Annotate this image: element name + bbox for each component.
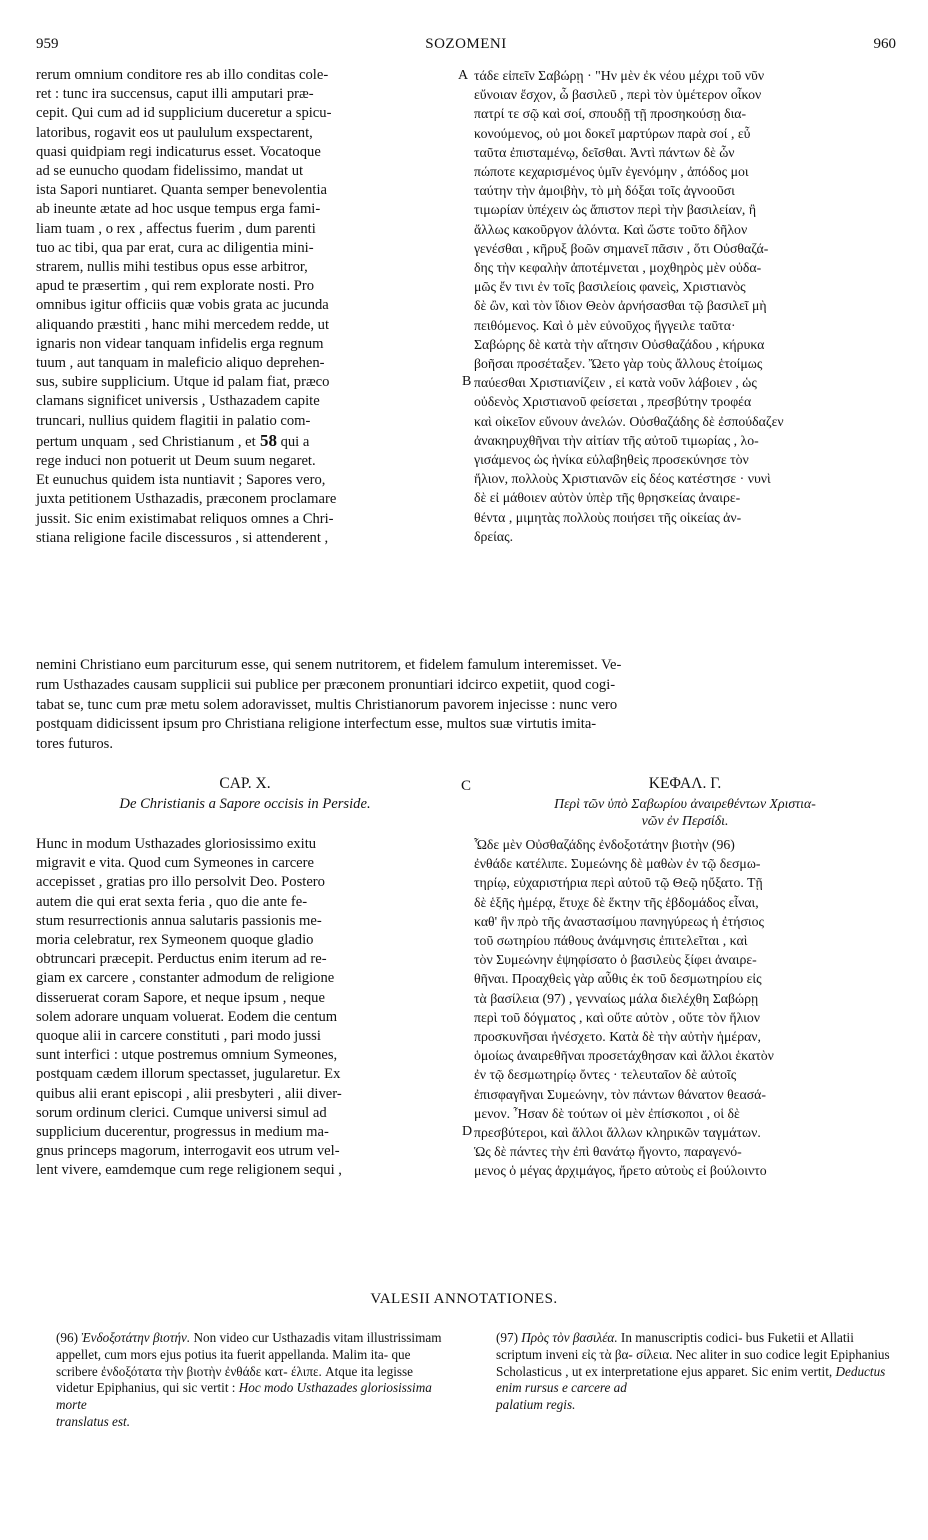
latin-bottom-line: moria celebratur, rex Symeonem quoque gladio [36, 932, 314, 949]
greek-bottom-line: μενον. Ἦσαν δὲ τούτων οἱ μὲν ἐπίσκοποι , οἱ δὲ [474, 1105, 740, 1121]
note-96-lemma: Ἐνδοξοτάτην βιοτήν. [81, 1330, 191, 1345]
greek-bottom-line: Ὧδε μὲν Οὐσθαζάδης ἐνδοξοτάτην βιοτὴν (96) [474, 837, 735, 852]
greek-top-line: καὶ οἰκεῖον εὔνουν ἀνελών. Οὐσθαζάδης δὲ ἐσπούδαζεν [474, 413, 784, 429]
latin-bottom-line: autem die qui erat sexta feria , quo die ante fe- [36, 893, 308, 910]
note-97-quote: Deductus enim rursus e carcere ad [496, 1363, 886, 1396]
greek-top-line: τιμωρίαν ὑπέχειν ὡς ἄπιστον περὶ τὴν βασιλείαν, ἢ [474, 202, 757, 218]
greek-top-line: μῶς ἔν τινι ἐν τοῖς βασιλείοις φανεὶς, Χριστιανὸς [474, 279, 746, 295]
greek-top-line: ἄλλως κακοῦργον ἁλόντα. Καὶ ὥστε τοῦτο δῆλον [474, 221, 748, 237]
latin-top-line: clamans significet universis , Usthazadem capite [36, 393, 320, 410]
greek-top-line: πώποτε κεχαρισμένος ὑμῖν ἐγενόμην , ἀπόδος μοι [474, 164, 749, 180]
greek-top-line: κονούμενος, οὐ μοι δοκεῖ μαρτύρων παρὰ σοί , εὖ [474, 125, 751, 141]
latin-top-line: ad se eunucho quodam fidelissimo, mandat ut [36, 163, 304, 180]
greek-bottom-line: ἐπισφαγῆναι Συμεώνην, τὸν πάντων θάνατον θεασά- [474, 1086, 766, 1102]
greek-bottom-line: τηρίῳ, εὐχαριστήρια περὶ αὐτοῦ τῷ Θεῷ ηὔξατο. Τῇ [474, 875, 763, 891]
greek-top-line: Σαβώρης δὲ κατὰ τὴν αἴτησιν Οὐσθαζάδου , κήρυκα [474, 336, 765, 352]
volume-marker: 58 [255, 430, 277, 450]
greek-bottom-line: προσκυνῆσαι ἠνέσχετο. Κατὰ δὲ τὴν αὐτὴν ἡμέραν, [474, 1029, 761, 1045]
margin-letter-a: A [458, 68, 469, 83]
latin-bottom-line: migravit e vita. Quod cum Symeones in carcere [36, 855, 315, 872]
latin-bottom-line: Hunc in modum Usthazades gloriosissimo exitu [36, 836, 317, 852]
latin-column-bottom [36, 835, 454, 1181]
chapter-subtitle-greek-2: νῶν ἐν Περσίδι. [641, 813, 729, 828]
latin-top-line: ignaris non videar tanquam infidelis erga regnum [36, 335, 324, 352]
greek-top-line: πειθόμενος. Καὶ ὁ μὲν εὐνοῦχος ἤγγειλε ταῦτα· [474, 317, 736, 333]
note-96 [56, 1330, 452, 1431]
note-96-text: Non video cur Usthazadis vitam illustrissimam appellet, cum mors ejus potius ita fuerit appellanda. Malim ita- que scribere ἐνδοξότατα τὴν βιοτὴν ἐνθάδε κατ- έλιπε. Atque ita legisse videtur Epiphanius, qui sic vertit : [56, 1330, 442, 1396]
latin-top-line: liam tuam , o rex , affectus fuerim , dum parenti [36, 220, 316, 237]
note-97-number: (97) [496, 1330, 518, 1345]
note-97-quote-end: palatium regis. [496, 1397, 576, 1413]
latin-top-line: rerum omnium conditore res ab illo conditas cole- [36, 67, 329, 83]
latin-bottom-line: sorum ordinum clerici. Cumque universi simul ad [36, 1104, 327, 1121]
latin-top-line: latoribus, rogavit eos ut paululum exspectarent, [36, 124, 313, 141]
latin-bottom-line: quibus alii erant episcopi , alii presbyteri , alii diver- [36, 1085, 342, 1102]
latin-top-line: ret : tunc ira succensus, caput illi amputari præ- [36, 86, 314, 103]
latin-bottom-line: giam ex carcere , constanter admodum de religione [36, 970, 335, 987]
latin-bottom-line: postquam cædem illorum spectasset, jugularetur. Ex [36, 1066, 341, 1083]
latin-top-line: sus, subire supplicium. Utque id palam fiat, præco [36, 374, 330, 391]
greek-bottom-line: ὁμοίως ἀναιρεθῆναι προσετάχθησαν καὶ ἄλλοι ἑκατὸν [474, 1048, 774, 1064]
latin-bottom-line: lent vivere, eamdemque cum rege religionem sequi , [36, 1162, 342, 1179]
greek-bottom-line: καθ' ἣν πρὸ τῆς ἀναστασίμου πανηγύρεως ἡ ἐτήσιος [474, 913, 764, 929]
margin-letter-d: D [462, 1124, 473, 1139]
note-96-quote: Hoc modo Usthazades gloriosissima morte [56, 1380, 432, 1413]
note-97 [496, 1330, 894, 1414]
latin-top-line: truncari, nullius quidem flagitii in palatio com- [36, 412, 311, 429]
greek-top-line: ἥλιον, πολλοὺς Χριστιανῶν εἰς δέος κατέστησε · νυνὶ [474, 471, 771, 487]
greek-top-line: δὲ ὢν, καὶ τὸν ἴδιον Θεὸν ἀρνήσασθαι τῷ βασιλεῖ μὴ [474, 298, 767, 314]
greek-column-bottom [474, 835, 896, 1181]
note-97-lemma: Πρὸς τὸν βασιλέα. [521, 1330, 618, 1345]
greek-top-line: δὲ εἰ μάθοιεν αὐτὸν ὑπὲρ τῆς θρησκείας ἀναιρε- [474, 490, 741, 506]
latin-bottom-line: accepisset , gratias pro illo persolvit Deo. Postero [36, 874, 325, 891]
greek-top-line: βοῆσαι προσέταξεν. Ὤετο γὰρ τοὺς ἄλλους ἑτοίμως [474, 356, 763, 372]
chapter-subtitle-latin: De Christianis a Sapore occisis in Perside. [119, 796, 371, 812]
latin-bottom-line: solem adorare unquam voluerat. Eodem die centum [36, 1008, 338, 1025]
note-96-number: (96) [56, 1330, 78, 1345]
greek-bottom-line: Ὡς δὲ πάντες τὴν ἐπὶ θανάτῳ ἤγοντο, παραγενό- [474, 1144, 742, 1160]
latin-top-line: tuum , aut tanquam in maleficio aliquo deprehen- [36, 355, 325, 372]
latin-top-line: strarem, nullis mihi testibus opus esse arbitror, [36, 259, 308, 276]
latin-top-line: rege induci non potuerit ut Deum suum negaret. [36, 453, 316, 470]
full-width-line: tores futuros. [36, 736, 114, 753]
greek-top-line: παύεσθαι Χριστιανίζειν , εἰ κατὰ νοῦν λάβοιεν , ὡς [474, 375, 757, 391]
latin-bottom-line: supplicium ducerentur, progressus in medium ma- [36, 1124, 329, 1141]
greek-bottom-line: μενος ὁ μέγας ἀρχιμάγος, ἤρετο αὐτοὺς εἰ βούλοιντο [474, 1163, 767, 1179]
latin-top-line: jussit. Sic enim existimabat reliquos omnes a Chri- [36, 510, 334, 527]
latin-top-line: omnibus igitur officiis quæ vobis grata ac jucunda [36, 297, 329, 314]
full-width-line: nemini Christiano eum parciturum esse, qui senem nutritorem, et fidelem famulum interemisset. Ve- [36, 657, 622, 673]
latin-top-line: ab ineunte ætate ad hoc usque tempus erga fami- [36, 201, 321, 218]
margin-letter-c: C [461, 778, 472, 794]
greek-column-top [474, 66, 896, 546]
latin-top-line: quasi quidpiam regi indicaturus esset. Vocatoque [36, 143, 321, 160]
greek-top-line: δης τὴν κεφαλὴν ἀποτέμνεται , μοχθηρὸς μὲν οὐδα- [474, 260, 762, 276]
page-header [36, 36, 896, 58]
latin-top-line-tail: qui a [276, 433, 310, 450]
latin-bottom-line: obtruncari præcepit. Perductus enim iterum ad re- [36, 951, 327, 968]
greek-top-line: εὔνοιαν ἔσχον, ὦ βασιλεῦ , περὶ τὸν ὑμέτερον οἶκον [474, 87, 762, 103]
greek-top-line: πατρί τε σῷ καὶ σοί, σπουδῇ τῇ προσηκούσῃ δια- [474, 106, 747, 122]
margin-letter-b: B [462, 374, 472, 389]
greek-bottom-line: θῆναι. Προαχθεὶς γὰρ αὖθις ἐκ τοῦ δεσμωτηρίου εἰς [474, 971, 762, 987]
latin-top-line: tuo ac tibi, qua par erat, cura ac diligentia mini- [36, 239, 314, 256]
greek-top-line: γενέσθαι , κῆρυξ βοῶν σημανεῖ πᾶσιν , ὅτι Οὐσθαζά- [474, 240, 769, 256]
greek-top-line: γισάμενος ὡς ἡνίκα εὐλαβηθεὶς προσεκύνησε τὸν [474, 452, 749, 468]
latin-top-line: juxta petitionem Usthazadis, præconem proclamare [36, 491, 337, 508]
greek-top-line: θέντα , μιμητὰς πολλοὺς ποιήσει τῆς οἰκείας ἀν- [474, 509, 742, 525]
greek-top-line: ταῦτα ἐπισταμένῳ, δεῖσθαι. Ἀντὶ πάντων δὲ ὧν [474, 144, 735, 160]
latin-top-line: stiana religione facile discessuros , si attenderent , [36, 529, 329, 546]
running-title: SOZOMENI [425, 36, 507, 52]
latin-bottom-line: disseruerat coram Sapore, et neque ipsum , neque [36, 989, 325, 1006]
note-97-text: In manuscriptis codici- bus Fuketii et Allatii scriptum inveni εἰς τὰ βα- σίλεια. Nec aliter in suo codice legit Epiphanius Scholasticus , ut ex interpretatione ejus apparet. Sic enim vertit, [496, 1330, 890, 1379]
latin-bottom-line: gnus princeps magorum, interrogavit eos utrum vel- [36, 1143, 340, 1160]
chapter-subtitle-greek-1: Περὶ τῶν ὑπὸ Σαβωρίου ἀναιρεθέντων Χριστια- [554, 796, 816, 811]
chapter-title-greek: ΚΕΦΑΛ. Γ. [648, 775, 722, 792]
latin-top-line: Et eunuchus quidem ista nuntiavit ; Sapores vero, [36, 472, 326, 489]
note-96-quote-end: translatus est. [56, 1413, 131, 1429]
greek-bottom-line: περὶ τοῦ δόγματος , καὶ οὔτε αὐτὸν , οὔτε τὸν ἥλιον [474, 1009, 760, 1025]
greek-bottom-line: τοῦ σωτηρίου πάθους ἀνάμνησις ἐπιτελεῖται , καὶ [474, 933, 748, 949]
full-width-line: rum Usthazades causam supplicii sui publice per præconem pronuntiari idcirco expetiit, quod cogi- [36, 676, 616, 693]
latin-top-line: cepit. Qui cum ad id supplicium duceretur a spicu- [36, 105, 332, 122]
latin-top-line: pertum unquam , sed Christianum , et 58 qui a [36, 430, 310, 450]
greek-bottom-line: πρεσβύτεροι, καὶ ἄλλοι ἄλλων κληρικῶν ταγμάτων. [474, 1125, 761, 1141]
greek-bottom-line: τὰ βασίλεια (97) , γενναίως μάλα διελέχθη Σαβώρῃ [474, 990, 759, 1006]
latin-top-line: aliquando præstiti , hanc mihi mercedem redde, ut [36, 316, 330, 333]
greek-top-line: οὐδενὸς Χριστιανοῦ φείσεται , πρεσβύτην τροφέα [474, 394, 752, 410]
latin-bottom-line: sunt interfici : utque postremus omnium Symeones, [36, 1047, 338, 1064]
greek-top-line: τάδε εἰπεῖν Σαβώρῃ · "Ην μὲν ἐκ νέου μέχρι τοῦ νῦν [474, 68, 765, 83]
greek-top-line: ἀνακηρυχθῆναι τὴν αἰτίαν τῆς αὐτοῦ τιμωρίας , λο- [474, 432, 759, 448]
greek-bottom-line: δὲ ἑξῆς ἡμέρᾳ, ἔτυχε δὲ ἕκτην τῆς ἑβδομάδος εἶναι, [474, 894, 759, 910]
page-number-right: 960 [873, 36, 896, 52]
greek-bottom-line: ἐνθάδε κατέλιπε. Συμεώνης δὲ μαθὼν ἐν τῷ δεσμω- [474, 856, 761, 872]
chapter-title-latin: CAP. X. [219, 775, 271, 792]
greek-bottom-line: τὸν Συμεώνην ἐψηφίσατο ὁ βασιλεὺς ξίφει ἀναιρε- [474, 952, 757, 968]
latin-top-line: ista Sapori nuntiaret. Quanta semper benevolentia [36, 182, 327, 199]
greek-top-line: δρείας. [474, 528, 514, 544]
greek-bottom-line: ἐν τῷ δεσμωτηρίῳ ὄντες · τελευταῖον δὲ αὐτοῖς [474, 1067, 737, 1083]
full-width-line: tabat se, tunc cum præ metu solem adoravisset, multis Christianorum pavorem injecisse : nunc vero [36, 696, 618, 713]
greek-top-line: ταύτην τὴν ἀμοιβὴν, τὸ μὴ δόξαι τοῖς ἀγνοοῦσι [474, 183, 735, 199]
annotations-title: VALESII ANNOTATIONES. [370, 1291, 558, 1307]
latin-full-width-paragraph [36, 656, 898, 755]
full-width-line: postquam didicissent ipsum pro Christiana religione interfectum esse, multos suæ virtutis imita- [36, 716, 597, 733]
latin-column-top [36, 66, 452, 548]
latin-bottom-line: quoque alii in carcere constituti , pari modo jussi [36, 1028, 321, 1045]
page-number-left: 959 [36, 36, 59, 52]
latin-top-line: apud te præsertim , qui rem explorate nosti. Pro [36, 278, 315, 295]
latin-bottom-line: stum resurrectionis annua salutaris passionis me- [36, 912, 322, 929]
